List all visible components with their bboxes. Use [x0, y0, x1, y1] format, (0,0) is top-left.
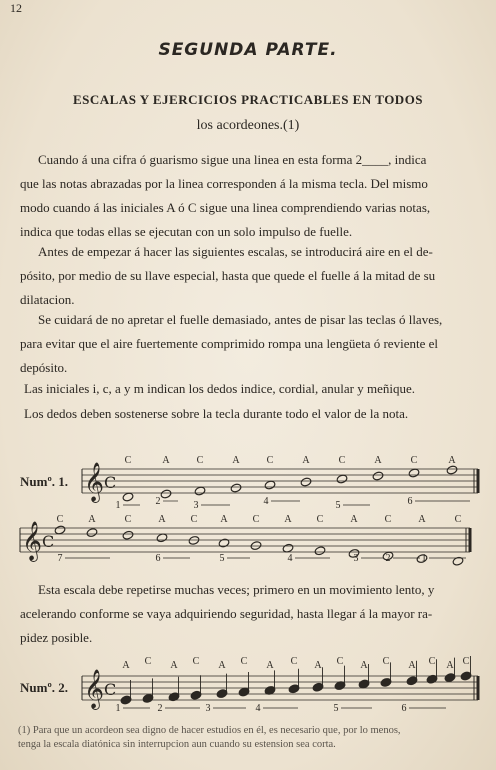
bellows-mark: A: [314, 660, 322, 671]
bellows-mark: C: [252, 514, 260, 525]
whole-note: [264, 480, 276, 490]
staff-2-fingering: 5: [219, 553, 225, 564]
staff-1-fingering: 4: [263, 496, 269, 507]
bellows-mark: A: [408, 660, 416, 671]
staff-2-fingering: 7: [57, 553, 63, 564]
bellows-mark: C: [410, 455, 418, 466]
example-2-label: Numº. 2.: [20, 680, 68, 695]
bellows-mark: C: [384, 514, 392, 525]
staff-1-common-time: C: [104, 473, 117, 492]
bellows-mark: A: [266, 660, 274, 671]
footnote-line: (1) Para que un acordeon sea digno de hacer estudios en él, es necesario que, por lo menos,: [18, 725, 401, 736]
bellows-mark: C: [454, 514, 462, 525]
staff-1-treble-clef: 𝄞: [84, 462, 105, 502]
staff-2-fingering: 4: [287, 553, 293, 564]
whole-note: [54, 525, 66, 535]
text-line: Antes de empezar á hacer las siguientes escalas, se introducirá aire en el de-: [38, 244, 433, 259]
footnote: [18, 724, 488, 752]
text-line: pósito, por medio de su llave especial, hasta que quede el fuelle á la mitad de su: [20, 268, 436, 283]
text-line: Las iniciales i, c, a y m indican los dedos indice, cordial, anular y meñique.: [24, 381, 415, 396]
page-title: SEGUNDA PARTE.: [158, 40, 338, 60]
text-line: modo cuando á las iniciales A ó C sigue una linea comprendiendo varias notas,: [20, 200, 431, 215]
bellows-mark: A: [220, 514, 228, 525]
staff-3-common-time: C: [104, 680, 117, 699]
text-line: que las notas abrazadas por la linea corresponden á la misma tecla. Del mismo: [20, 176, 428, 191]
text-line: Esta escala debe repetirse muchas veces; primero en un movimiento lento, y: [38, 582, 435, 597]
bellows-mark: C: [462, 656, 470, 667]
whole-note: [160, 489, 172, 499]
bellows-mark: C: [190, 514, 198, 525]
bellows-mark: A: [448, 455, 456, 466]
bellows-mark: A: [302, 455, 310, 466]
bellows-mark: A: [284, 514, 292, 525]
whole-note: [336, 474, 348, 484]
bellows-mark: A: [158, 514, 166, 525]
staff-3-fingering: 6: [401, 703, 407, 714]
bellows-mark: A: [170, 660, 178, 671]
whole-note: [122, 492, 134, 502]
staff-1-fingering: 2: [155, 496, 161, 507]
bellows-mark: A: [446, 660, 454, 671]
staff-2-fingering: 1: [421, 553, 427, 564]
staff-1-fingering: 1: [115, 500, 121, 511]
staff-3-fingering: 5: [333, 703, 339, 714]
page-number: 12: [10, 1, 22, 15]
text-line: para evitar que el aire fuertemente comprimido rompa una lengüeta ó reviente el: [20, 336, 438, 351]
staff-2-fingering: 2: [385, 553, 391, 564]
bellows-mark: C: [266, 455, 274, 466]
whole-note: [86, 528, 98, 538]
bellows-mark: A: [360, 660, 368, 671]
footnote-line: tenga la escala diatónica sin interrupcion aun cuando su estension sea corta.: [18, 739, 336, 750]
bellows-mark: A: [232, 455, 240, 466]
bellows-mark: A: [218, 660, 226, 671]
section-subheading: los acordeones.(1): [196, 118, 300, 133]
staff-3-treble-clef: 𝄞: [84, 669, 105, 709]
text-line: Se cuidará de no apretar el fuelle demasiado, antes de pisar las teclas ó llaves,: [38, 312, 443, 327]
staff-2-fingering: 6: [155, 553, 161, 564]
bellows-mark: C: [192, 656, 200, 667]
staff-2-treble-clef: 𝄞: [22, 521, 43, 561]
staff-1-fingering: 6: [407, 496, 413, 507]
bellows-mark: C: [124, 455, 132, 466]
bellows-mark: C: [196, 455, 204, 466]
whole-note: [300, 477, 312, 487]
example-1-label: Numº. 1.: [20, 474, 68, 489]
whole-note: [194, 486, 206, 496]
bellows-mark: A: [418, 514, 426, 525]
staff-3-fingering: 2: [157, 703, 163, 714]
bellows-mark: C: [316, 514, 324, 525]
whole-note: [408, 468, 420, 478]
bellows-mark: C: [336, 656, 344, 667]
text-line: acelerando conforme se vaya adquiriendo seguridad, hasta llegar á la mayor ra-: [20, 606, 433, 621]
staff-3-fingering: 1: [115, 703, 121, 714]
bellows-mark: C: [382, 656, 390, 667]
bellows-mark: A: [350, 514, 358, 525]
whole-note: [188, 535, 200, 545]
bellows-mark: A: [162, 455, 170, 466]
staff-1-fingering: 5: [335, 500, 341, 511]
whole-note: [314, 546, 326, 556]
bellows-mark: A: [88, 514, 96, 525]
text-line: Cuando á una cifra ó guarismo sigue una linea en esta forma 2____, indica: [38, 152, 427, 167]
staff-1-fingering: 3: [193, 500, 199, 511]
whole-note: [122, 530, 134, 540]
bellows-mark: C: [124, 514, 132, 525]
staff-3-fingering: 4: [255, 703, 261, 714]
staff-2-fingering: 3: [353, 553, 359, 564]
bellows-mark: C: [290, 656, 298, 667]
text-line: dilatacion.: [20, 292, 75, 307]
staff-2-common-time: C: [42, 532, 55, 551]
whole-note: [230, 483, 242, 493]
bellows-mark: C: [338, 455, 346, 466]
whole-note: [218, 538, 230, 548]
text-line: depósito.: [20, 360, 68, 375]
bellows-mark: A: [374, 455, 382, 466]
bellows-mark: C: [144, 656, 152, 667]
whole-note: [372, 471, 384, 481]
bellows-mark: C: [240, 656, 248, 667]
text-line: indica que todas ellas se ejecutan con un solo impulso de fuelle.: [20, 224, 353, 239]
whole-note: [446, 465, 458, 475]
text-line: pidez posible.: [20, 630, 93, 645]
bellows-mark: C: [56, 514, 64, 525]
text-line: Los dedos deben sostenerse sobre la tecla durante todo el valor de la nota.: [24, 406, 409, 421]
bellows-mark: A: [122, 660, 130, 671]
section-heading: ESCALAS Y EJERCICIOS PRACTICABLES EN TODOS: [72, 92, 424, 107]
staff-3-fingering: 3: [205, 703, 211, 714]
bellows-mark: C: [428, 656, 436, 667]
